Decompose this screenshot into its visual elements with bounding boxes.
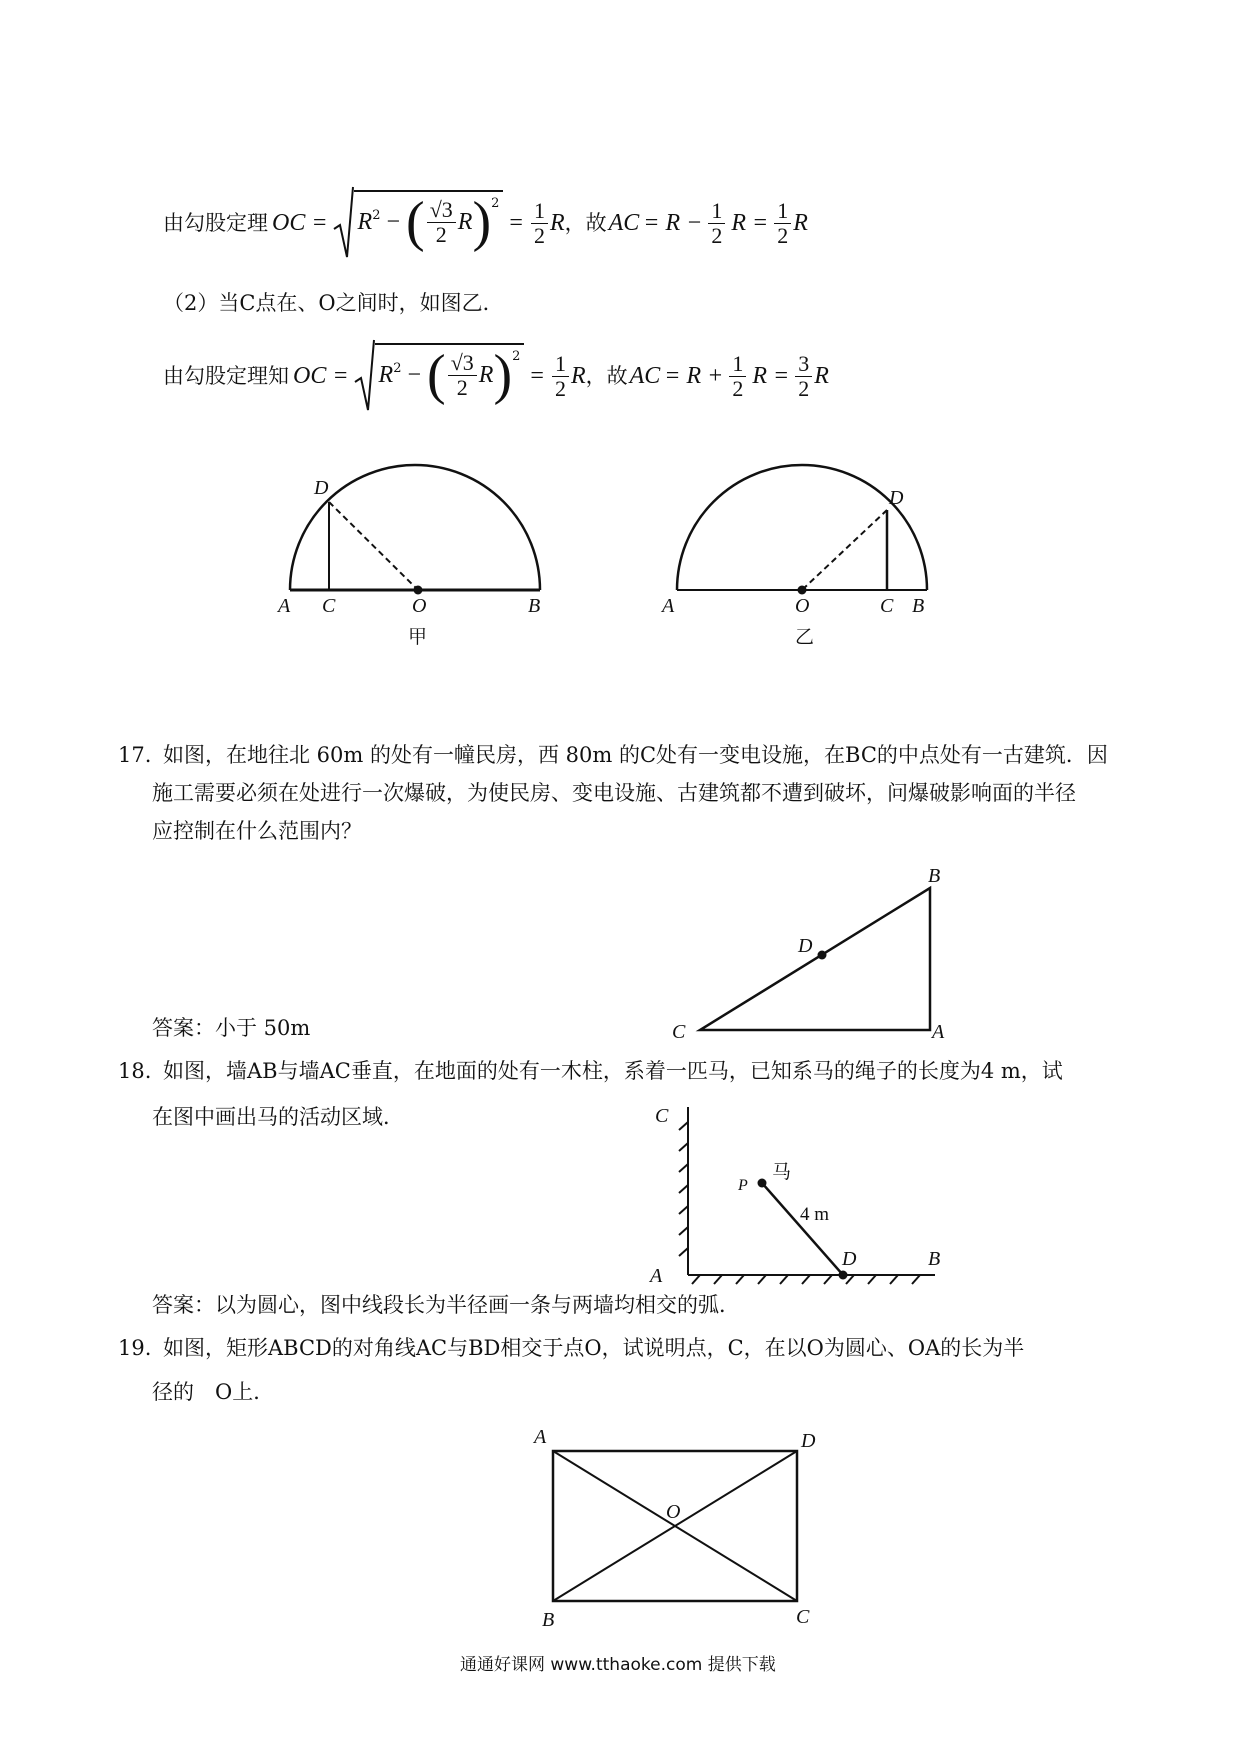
eq3-r: R — [378, 361, 394, 388]
figure-yi — [660, 465, 927, 648]
eq3-exp2: 2 — [512, 348, 521, 364]
hatch-ab — [692, 1275, 920, 1284]
q18-line2: 在图中画出马的活动区域． — [152, 1105, 404, 1129]
label-a-q19: A — [534, 1426, 547, 1448]
eq1-frac-sqrt3: $\frac{√3}{2}$ — [427, 198, 456, 247]
caption-jia: 甲 — [408, 626, 428, 648]
label-b-jia: B — [528, 595, 541, 617]
label-c-q19: C — [796, 1606, 810, 1628]
eq1-ac-eq: = R − — [643, 209, 703, 236]
eq1-r3: R — [549, 209, 565, 236]
figure-jia — [276, 465, 540, 648]
hatch-ac — [679, 1122, 688, 1256]
eq3-lparen: ( — [427, 344, 446, 406]
label-b-q18: B — [928, 1248, 941, 1270]
label-horse: 马 — [772, 1161, 792, 1183]
eq3-r4: R — [814, 362, 829, 389]
eq1-prefix: 由勾股定理 — [163, 211, 268, 235]
semicircle-yi — [677, 465, 927, 590]
center-o-jia — [414, 586, 423, 595]
eq3-r2: R — [478, 361, 494, 388]
eq1-lparen: ( — [406, 191, 425, 253]
eq1-suffix: ，故 — [564, 211, 607, 235]
label-d-q18: D — [842, 1248, 857, 1270]
point-p — [758, 1179, 767, 1188]
point-d — [839, 1271, 848, 1280]
q18-number: 18. — [118, 1059, 152, 1083]
eq1-frac-half3: $\frac{1}{2}$ — [774, 199, 791, 248]
rope-pd — [762, 1183, 843, 1275]
segment-do-yi — [802, 510, 887, 590]
triangle-abc — [700, 888, 930, 1030]
label-p-q18: P — [738, 1177, 748, 1194]
q18-answer: 答案：以为圆心，图中线段长为半径画一条与两墙均相交的弧． — [152, 1293, 740, 1317]
label-b-q17: B — [928, 865, 941, 887]
q17-line3: 应控制在什么范围内？ — [152, 819, 362, 843]
eq3-r-eq: R = — [752, 362, 790, 389]
section1-line2: （2）当C点在、O之间时，如图乙． — [163, 291, 504, 315]
label-d-q19: D — [801, 1430, 816, 1452]
q17-answer: 答案：小于 50m — [152, 1016, 311, 1040]
label-b-q19: B — [542, 1609, 555, 1631]
q17-line1: 如图，在地往北 60m 的处有一幢民房，西 80m 的C处有一变电设施，在BC的中点处有一古建筑．因 — [163, 743, 1108, 767]
segment-do-jia — [329, 502, 418, 590]
eq1-exp: 2 — [372, 207, 381, 223]
label-d-jia: D — [314, 477, 329, 499]
label-d-yi: D — [889, 487, 904, 509]
eq1-exp2: 2 — [491, 195, 500, 211]
eq1-r: R — [357, 208, 373, 235]
label-o-q19: O — [666, 1501, 681, 1523]
label-c-q18: C — [655, 1105, 669, 1127]
eq3-equals: = — [530, 362, 544, 389]
eq3-ac-eq: = R + — [664, 362, 724, 389]
label-c-jia: C — [322, 595, 336, 617]
eq1-frac-half2: $\frac{1}{2}$ — [708, 199, 725, 248]
label-a-jia: A — [278, 595, 291, 617]
label-a-q18: A — [650, 1265, 663, 1287]
label-d-q17: D — [798, 935, 813, 957]
eq1-ac: AC — [608, 209, 640, 236]
figure-q19 — [532, 1426, 816, 1631]
eq3-rparen: ) — [493, 344, 513, 406]
q17-line2: 施工需要必须在处进行一次爆破，为使民房、变电设施、古建筑都不遭到破坏，问爆破影响面的半径 — [152, 781, 1076, 805]
eq3-minus: − — [407, 361, 422, 388]
eq3-oc: OC = — [293, 362, 349, 389]
eq3-frac-sqrt3: $\frac{√3}{2}$ — [448, 351, 477, 400]
eq1-frac-half: $\frac{1}{2}$ — [531, 199, 548, 248]
eq1-rparen: ) — [472, 191, 492, 253]
q19-number: 19. — [118, 1336, 152, 1360]
q17-number: 17. — [118, 743, 152, 767]
eq3-exp: 2 — [393, 360, 402, 376]
eq3-frac-half: $\frac{1}{2}$ — [552, 352, 569, 401]
label-c-q17: C — [672, 1021, 686, 1043]
eq1-r2: R — [457, 208, 473, 235]
eq3-frac-threehalf: $\frac{3}{2}$ — [795, 352, 812, 401]
figure-q17 — [672, 865, 945, 1043]
eq3-suffix: ，故 — [585, 364, 628, 388]
label-o-yi: O — [795, 595, 810, 617]
eq1-r-eq: R = — [731, 209, 769, 236]
label-o-jia: O — [412, 595, 427, 617]
center-o-yi — [798, 586, 807, 595]
eq1-minus: − — [386, 208, 401, 235]
label-c-yi: C — [880, 595, 894, 617]
label-a-yi: A — [662, 595, 675, 617]
midpoint-d — [818, 951, 827, 960]
figure-q18 — [648, 1105, 940, 1287]
eq1-oc: OC = — [272, 209, 328, 236]
label-a-q17: A — [932, 1021, 945, 1043]
q18-line1: 如图，墙AB与墙AC垂直，在地面的处有一木柱，系着一匹马，已知系马的绳子的长度为4 m，试 — [163, 1059, 1063, 1083]
label-rope-length: 4 m — [800, 1204, 830, 1225]
q19-line1: 如图，矩形ABCD的对角线AC与BD相交于点O，试说明点，C，在以O为圆心、OA的长为半 — [163, 1336, 1025, 1360]
eq3-prefix: 由勾股定理知 — [163, 364, 289, 388]
q19-line2: 径的 O上． — [152, 1380, 275, 1404]
eq1-equals: = — [509, 209, 523, 236]
footer-text: 通通好课网 www.tthaoke.com 提供下载 — [460, 1655, 776, 1675]
eq1-r4: R — [793, 209, 808, 236]
label-b-yi: B — [912, 595, 925, 617]
caption-yi: 乙 — [795, 626, 815, 648]
eq3-frac-half2: $\frac{1}{2}$ — [729, 352, 746, 401]
eq3-r3: R — [570, 362, 586, 389]
eq3-ac: AC — [629, 362, 661, 389]
